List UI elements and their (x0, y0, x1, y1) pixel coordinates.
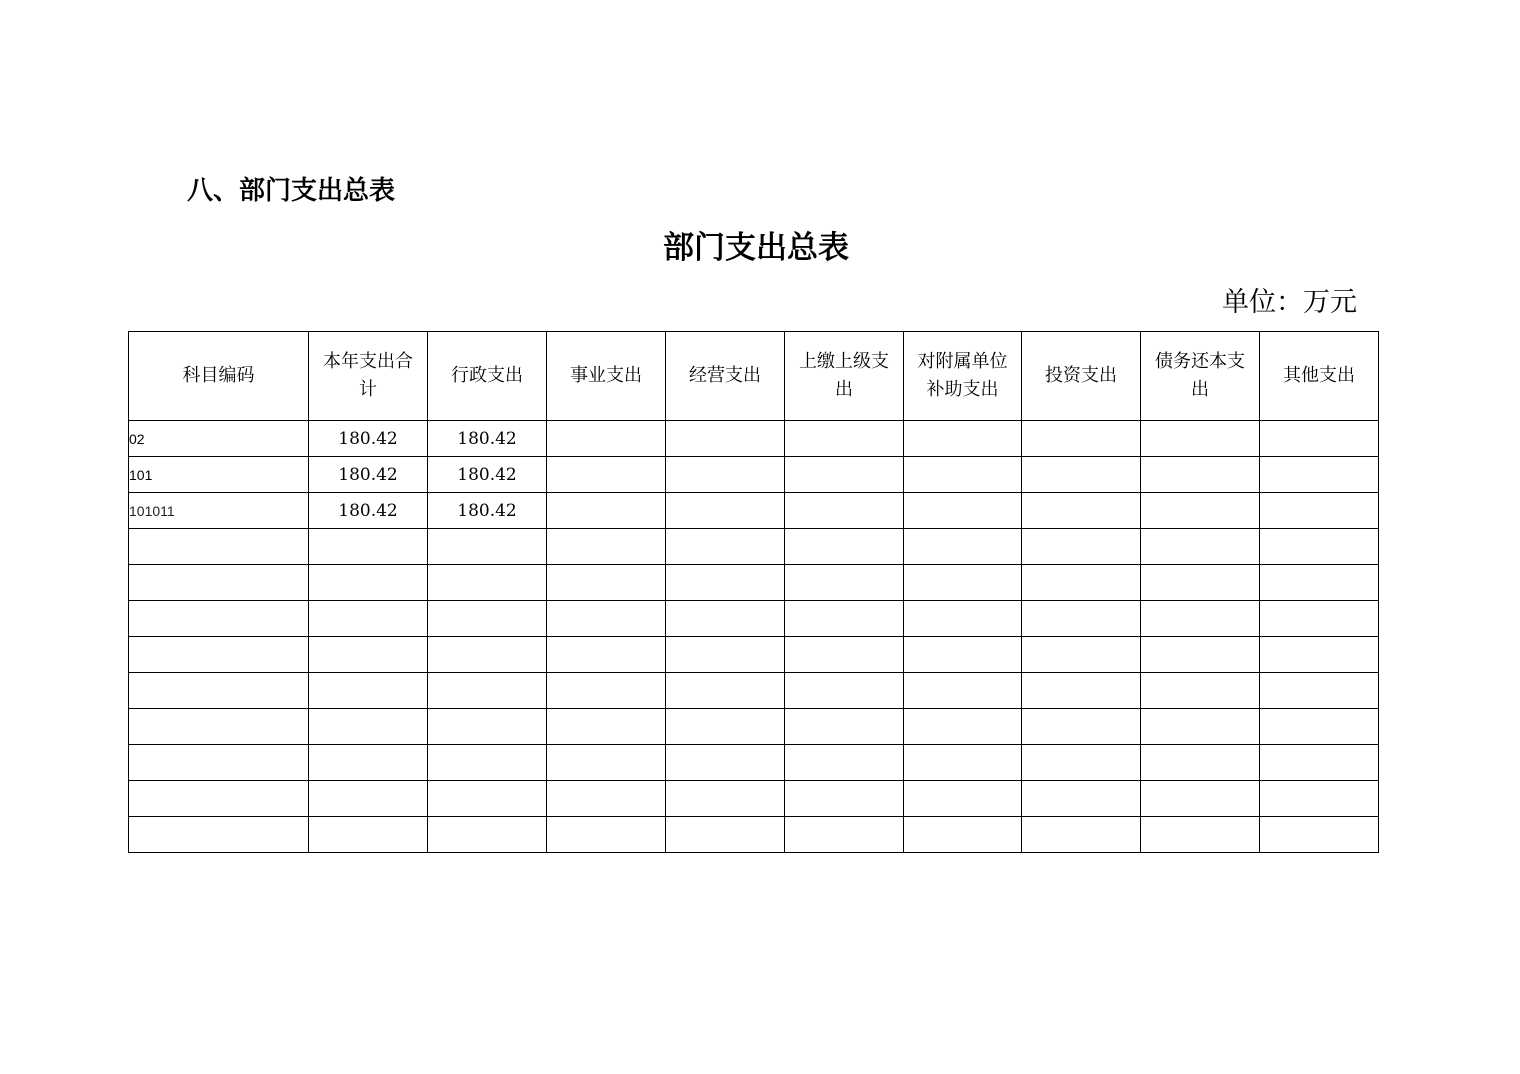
cell-operating-expense (666, 529, 785, 565)
cell-public-service-expense (547, 745, 666, 781)
cell-public-service-expense (547, 817, 666, 853)
cell-debt-repayment (1141, 493, 1260, 529)
cell-operating-expense (666, 637, 785, 673)
cell-public-service-expense (547, 673, 666, 709)
cell-admin-expense (428, 601, 547, 637)
table-row (129, 457, 1379, 493)
cell-debt-repayment (1141, 709, 1260, 745)
expense-summary-table (128, 331, 1379, 853)
cell-admin-expense (428, 529, 547, 565)
cell-operating-expense (666, 745, 785, 781)
cell-investment-expense (1022, 637, 1141, 673)
cell-operating-expense (666, 565, 785, 601)
cell-subject-code: 101 (129, 457, 309, 493)
cell-investment-expense (1022, 421, 1141, 457)
cell-other-expense (1260, 493, 1379, 529)
cell-debt-repayment (1141, 673, 1260, 709)
cell-subsidy-to-affiliates (904, 457, 1022, 493)
cell-remit-to-superior (785, 529, 904, 565)
cell-total-expense: 180.42 (309, 457, 428, 493)
table-row (129, 529, 1379, 565)
table-row (129, 421, 1379, 457)
cell-total-expense: 180.42 (309, 493, 428, 529)
cell-subject-code: 02 (129, 421, 309, 457)
cell-other-expense (1260, 421, 1379, 457)
table-row (129, 673, 1379, 709)
cell-investment-expense (1022, 601, 1141, 637)
header-subject-code: 科目编码 (129, 332, 309, 421)
cell-debt-repayment (1141, 781, 1260, 817)
cell-operating-expense (666, 709, 785, 745)
cell-admin-expense (428, 817, 547, 853)
cell-public-service-expense (547, 529, 666, 565)
cell-subsidy-to-affiliates (904, 745, 1022, 781)
cell-other-expense (1260, 565, 1379, 601)
cell-subsidy-to-affiliates (904, 493, 1022, 529)
cell-remit-to-superior (785, 637, 904, 673)
cell-public-service-expense (547, 637, 666, 673)
cell-remit-to-superior (785, 745, 904, 781)
table-header-row (129, 332, 1379, 421)
cell-public-service-expense (547, 601, 666, 637)
cell-admin-expense (428, 709, 547, 745)
cell-other-expense (1260, 673, 1379, 709)
table-row (129, 709, 1379, 745)
header-other-expense: 其他支出 (1260, 332, 1379, 421)
cell-admin-expense: 180.42 (428, 493, 547, 529)
cell-total-expense (309, 745, 428, 781)
cell-subsidy-to-affiliates (904, 673, 1022, 709)
cell-subsidy-to-affiliates (904, 781, 1022, 817)
cell-operating-expense (666, 673, 785, 709)
header-debt-repayment: 债务还本支出 (1141, 332, 1260, 421)
cell-remit-to-superior (785, 421, 904, 457)
cell-remit-to-superior (785, 673, 904, 709)
cell-total-expense: 180.42 (309, 421, 428, 457)
cell-debt-repayment (1141, 421, 1260, 457)
table-row (129, 493, 1379, 529)
cell-admin-expense: 180.42 (428, 457, 547, 493)
cell-operating-expense (666, 781, 785, 817)
cell-investment-expense (1022, 709, 1141, 745)
cell-investment-expense (1022, 529, 1141, 565)
cell-other-expense (1260, 601, 1379, 637)
cell-other-expense (1260, 529, 1379, 565)
cell-total-expense (309, 781, 428, 817)
cell-subject-code (129, 817, 309, 853)
cell-admin-expense: 180.42 (428, 421, 547, 457)
cell-operating-expense (666, 457, 785, 493)
table-row (129, 781, 1379, 817)
cell-subject-code (129, 601, 309, 637)
cell-other-expense (1260, 817, 1379, 853)
cell-remit-to-superior (785, 817, 904, 853)
cell-total-expense (309, 709, 428, 745)
cell-other-expense (1260, 457, 1379, 493)
cell-operating-expense (666, 493, 785, 529)
table-title: 部门支出总表 (663, 230, 849, 266)
cell-investment-expense (1022, 781, 1141, 817)
cell-operating-expense (666, 421, 785, 457)
cell-total-expense (309, 601, 428, 637)
cell-other-expense (1260, 745, 1379, 781)
header-operating-expense: 经营支出 (666, 332, 785, 421)
cell-debt-repayment (1141, 565, 1260, 601)
cell-public-service-expense (547, 493, 666, 529)
header-investment-expense: 投资支出 (1022, 332, 1141, 421)
header-total-expense: 本年支出合计 (309, 332, 428, 421)
cell-subsidy-to-affiliates (904, 565, 1022, 601)
cell-public-service-expense (547, 709, 666, 745)
cell-other-expense (1260, 781, 1379, 817)
cell-subject-code (129, 781, 309, 817)
header-subsidy-to-affiliates: 对附属单位补助支出 (904, 332, 1022, 421)
cell-public-service-expense (547, 565, 666, 601)
cell-operating-expense (666, 817, 785, 853)
cell-subject-code (129, 637, 309, 673)
cell-investment-expense (1022, 673, 1141, 709)
cell-admin-expense (428, 745, 547, 781)
cell-total-expense (309, 673, 428, 709)
cell-debt-repayment (1141, 601, 1260, 637)
cell-debt-repayment (1141, 637, 1260, 673)
cell-investment-expense (1022, 565, 1141, 601)
table-row (129, 637, 1379, 673)
cell-admin-expense (428, 637, 547, 673)
cell-subsidy-to-affiliates (904, 529, 1022, 565)
cell-total-expense (309, 817, 428, 853)
cell-subject-code (129, 529, 309, 565)
cell-debt-repayment (1141, 457, 1260, 493)
cell-debt-repayment (1141, 529, 1260, 565)
cell-admin-expense (428, 781, 547, 817)
cell-subsidy-to-affiliates (904, 421, 1022, 457)
cell-subject-code (129, 673, 309, 709)
cell-debt-repayment (1141, 817, 1260, 853)
header-public-service-expense: 事业支出 (547, 332, 666, 421)
cell-investment-expense (1022, 817, 1141, 853)
cell-total-expense (309, 565, 428, 601)
section-heading: 八、部门支出总表 (187, 176, 396, 206)
cell-subsidy-to-affiliates (904, 709, 1022, 745)
cell-subject-code (129, 709, 309, 745)
cell-investment-expense (1022, 457, 1141, 493)
cell-public-service-expense (547, 421, 666, 457)
cell-operating-expense (666, 601, 785, 637)
cell-remit-to-superior (785, 709, 904, 745)
cell-subsidy-to-affiliates (904, 601, 1022, 637)
cell-other-expense (1260, 709, 1379, 745)
cell-admin-expense (428, 673, 547, 709)
header-admin-expense: 行政支出 (428, 332, 547, 421)
table-row (129, 817, 1379, 853)
cell-debt-repayment (1141, 745, 1260, 781)
cell-public-service-expense (547, 457, 666, 493)
table-row (129, 745, 1379, 781)
cell-public-service-expense (547, 781, 666, 817)
cell-total-expense (309, 529, 428, 565)
unit-label: 单位：万元 (1222, 287, 1357, 318)
cell-remit-to-superior (785, 493, 904, 529)
cell-subsidy-to-affiliates (904, 817, 1022, 853)
cell-subject-code (129, 745, 309, 781)
cell-remit-to-superior (785, 565, 904, 601)
cell-subject-code: 101011 (129, 493, 309, 529)
table-row (129, 565, 1379, 601)
table-row (129, 601, 1379, 637)
cell-investment-expense (1022, 745, 1141, 781)
header-remit-to-superior: 上缴上级支出 (785, 332, 904, 421)
cell-admin-expense (428, 565, 547, 601)
cell-subject-code (129, 565, 309, 601)
cell-other-expense (1260, 637, 1379, 673)
cell-remit-to-superior (785, 457, 904, 493)
cell-remit-to-superior (785, 601, 904, 637)
cell-total-expense (309, 637, 428, 673)
cell-investment-expense (1022, 493, 1141, 529)
cell-remit-to-superior (785, 781, 904, 817)
cell-subsidy-to-affiliates (904, 637, 1022, 673)
